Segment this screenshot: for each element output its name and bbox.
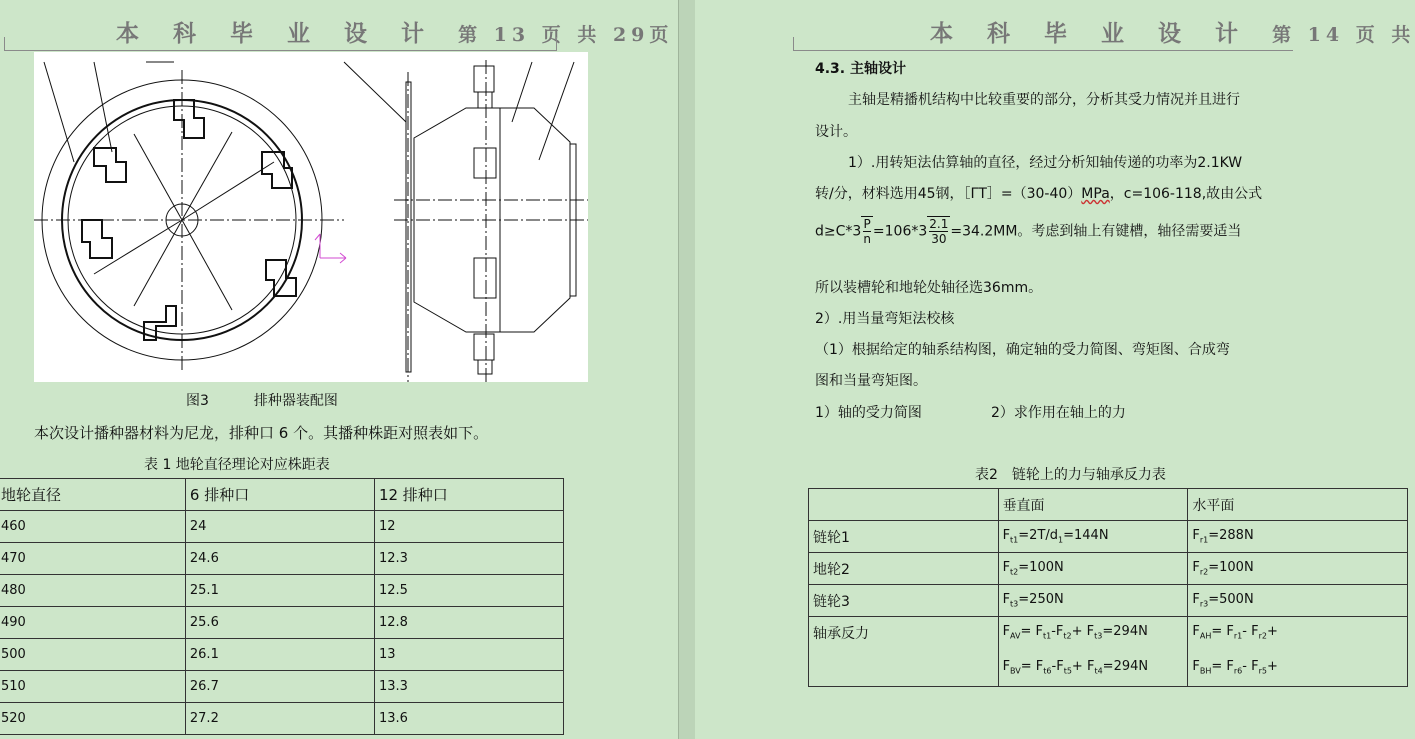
table-cell: 27.2 bbox=[185, 703, 374, 735]
table-cell: 24.6 bbox=[185, 543, 374, 575]
table-cell: 25.1 bbox=[185, 575, 374, 607]
table-cell: $F_{AV}= F_{t1}-F_{t2}+ F_{t3}=294N$ $F_{BV}= F_{t6}-F_{t5}+ F_{t4}=294N$ bbox=[998, 617, 1188, 687]
paragraph-line: （1）根据给定的轴系结构图，确定轴的受力简图、弯矩图、合成弯 bbox=[815, 342, 1230, 358]
list-item: 2）求作用在轴上的力 bbox=[991, 405, 1126, 421]
table-row bbox=[0, 639, 564, 671]
table-row bbox=[809, 585, 1408, 617]
table-cell: $F_{r2}=100N$ bbox=[1188, 553, 1408, 585]
text-span: ，c=106-118,故由公式 bbox=[1109, 186, 1263, 202]
fraction-p-n bbox=[863, 217, 871, 246]
header-title: 本 科 毕 业 设 计 bbox=[116, 20, 438, 47]
figure-number: 图3 bbox=[186, 393, 209, 409]
fraction-values bbox=[929, 217, 948, 246]
table-cell: $F_{t2}=100N$ bbox=[998, 553, 1188, 585]
assembly-drawing-figure bbox=[34, 52, 588, 382]
table-header-cell: 地轮直径 bbox=[0, 479, 185, 511]
section-title: 4.3. 主轴设计 bbox=[815, 61, 906, 77]
paragraph-line: 设计。 bbox=[815, 124, 857, 140]
paragraph-line: 2）.用当量弯矩法校核 bbox=[815, 311, 955, 327]
table-row bbox=[0, 671, 564, 703]
table-cell: 13.3 bbox=[374, 671, 563, 703]
formula-line bbox=[815, 216, 1241, 246]
header-corner-mark bbox=[4, 37, 5, 51]
table-cell: 12.5 bbox=[374, 575, 563, 607]
table2-caption: 表2 链轮上的力与轴承反力表 bbox=[975, 467, 1166, 483]
paragraph-line: 主轴是精播机结构中比较重要的部分，分析其受力情况并且进行 bbox=[848, 92, 1240, 108]
table-cell: 510 bbox=[0, 671, 185, 703]
formula-text: =106*3 bbox=[872, 223, 928, 240]
table-cell: $F_{AH}= F_{r1}-$ $F_{r2}+$ $F_{BH}= F_{r6}-$ $F_{r5}+$ bbox=[1188, 617, 1408, 687]
table-header-cell: 12 排种口 bbox=[374, 479, 563, 511]
force-table bbox=[808, 488, 1408, 687]
table-cell: 520 bbox=[0, 703, 185, 735]
header-corner-mark bbox=[793, 37, 794, 51]
formula-text: d≥C*3 bbox=[815, 223, 862, 240]
spacing-table bbox=[0, 478, 564, 735]
table-row bbox=[809, 521, 1408, 553]
formula-text: =34.2MM。考虑到轴上有键槽，轴径需要适当 bbox=[950, 223, 1242, 240]
unit-mpa: MPa bbox=[1081, 186, 1110, 202]
fraction-numerator: 2.1 bbox=[929, 217, 949, 231]
table-cell: $F_{r1}=288N$ bbox=[1188, 521, 1408, 553]
document-page-14 bbox=[695, 0, 1415, 739]
table-row bbox=[809, 617, 1408, 687]
table-cell: 轴承反力 bbox=[809, 617, 999, 687]
header-rule bbox=[4, 50, 556, 51]
table-cell: 490 bbox=[0, 607, 185, 639]
table-header-cell: 垂直面 bbox=[998, 489, 1188, 521]
page-header bbox=[930, 15, 1415, 48]
paragraph-line: 图和当量弯矩图。 bbox=[815, 373, 927, 389]
table-cell: 460 bbox=[0, 511, 185, 543]
table-cell: 500 bbox=[0, 639, 185, 671]
table-cell: 13 bbox=[374, 639, 563, 671]
table-cell: 25.6 bbox=[185, 607, 374, 639]
table-row bbox=[0, 575, 564, 607]
seed-meter-drawing bbox=[34, 52, 588, 382]
table-cell: 地轮2 bbox=[809, 553, 999, 585]
paragraph-line: 1）.用转矩法估算轴的直径，经过分析知轴传递的功率为2.1KW bbox=[848, 155, 1243, 171]
table-row bbox=[0, 543, 564, 575]
table-cell: 480 bbox=[0, 575, 185, 607]
table-header-cell: 6 排种口 bbox=[185, 479, 374, 511]
figure-caption bbox=[186, 390, 338, 410]
table-cell: $F_{t1}=2T/d_1=144N$ bbox=[998, 521, 1188, 553]
fraction-denominator: n bbox=[863, 232, 871, 246]
header-title: 本 科 毕 业 设 计 bbox=[930, 20, 1252, 47]
table-cell: 12 bbox=[374, 511, 563, 543]
table-row bbox=[0, 511, 564, 543]
root-symbol bbox=[861, 216, 873, 246]
table-header-cell: 水平面 bbox=[1188, 489, 1408, 521]
table-cell: $F_{t3}=250N$ bbox=[998, 585, 1188, 617]
body-paragraph: 本次设计播种器材料为尼龙，排种口 6 个。其播种株距对照表如下。 bbox=[34, 424, 489, 442]
paragraph-line: 所以装槽轮和地轮处轴径选36mm。 bbox=[815, 280, 1043, 296]
table-header-row bbox=[0, 479, 564, 511]
text-span: 转/分，材料选用45钢，［ΓT］=（30-40） bbox=[815, 186, 1082, 202]
table-cell: 13.6 bbox=[374, 703, 563, 735]
document-page-13 bbox=[0, 0, 678, 739]
table-cell: 26.1 bbox=[185, 639, 374, 671]
root-symbol bbox=[927, 216, 950, 246]
list-item: 1）轴的受力简图 bbox=[815, 405, 922, 421]
table-row bbox=[0, 607, 564, 639]
header-corner-mark bbox=[556, 37, 557, 51]
paragraph-line bbox=[815, 183, 1262, 203]
figure-title: 排种器装配图 bbox=[253, 393, 338, 409]
table-cell: $F_{r3}=500N$ bbox=[1188, 585, 1408, 617]
table-cell: 24 bbox=[185, 511, 374, 543]
header-rule bbox=[793, 50, 1293, 51]
table-cell: 26.7 bbox=[185, 671, 374, 703]
table1-caption: 表 1 地轮直径理论对应株距表 bbox=[144, 457, 330, 473]
fraction-numerator: P bbox=[863, 217, 871, 231]
table-cell: 12.3 bbox=[374, 543, 563, 575]
table-cell: 12.8 bbox=[374, 607, 563, 639]
page-header bbox=[116, 15, 673, 48]
header-page-number: 第 13 页 共 29页 bbox=[458, 24, 674, 46]
table-row bbox=[809, 553, 1408, 585]
table-cell: 470 bbox=[0, 543, 185, 575]
table-cell bbox=[809, 489, 999, 521]
fraction-denominator: 30 bbox=[931, 232, 947, 246]
table-row bbox=[0, 703, 564, 735]
table-cell: 链轮3 bbox=[809, 585, 999, 617]
table-cell: 链轮1 bbox=[809, 521, 999, 553]
table-row bbox=[809, 489, 1408, 521]
header-page-number: 第 14 页 共 bbox=[1272, 24, 1415, 46]
